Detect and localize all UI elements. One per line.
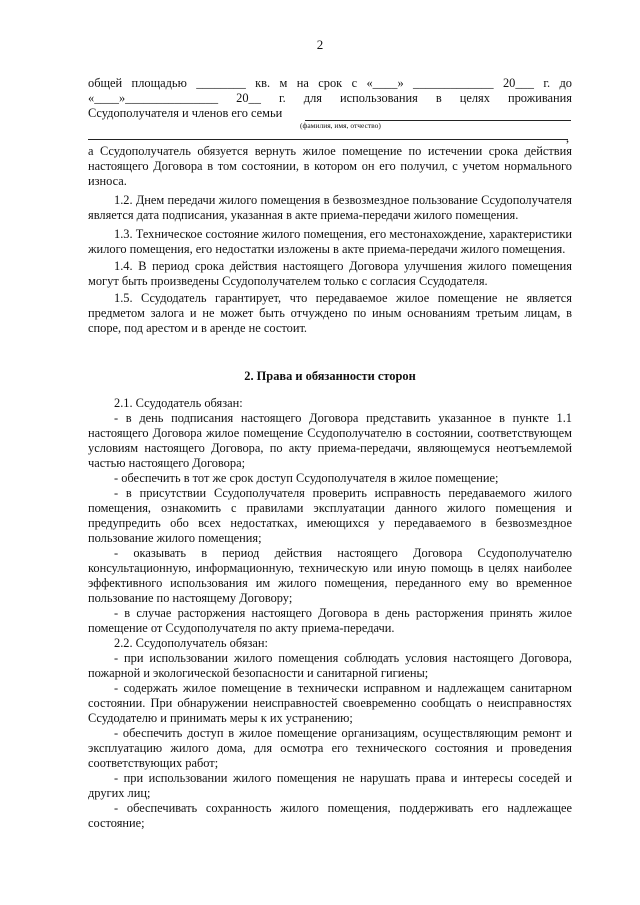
clause-1-3: 1.3. Техническое состояние жилого помещения, его местонахождение, характеристики жилого помещения, его недостатки изложены в акте приема-передачи жилого помещения. [88,227,572,256]
clause-2-1-item-2: - обеспечить в тот же срок доступ Ссудополучателя в жилое помещение; [114,471,499,485]
section-2-heading: 2. Права и обязанности сторон [244,369,416,383]
clause-2-1-item-3: - в присутствии Ссудополучателя проверить исправность передаваемого жилого помещения, ознакомить с правилами эксплуатации данного жилого помещения и предупредить обо всех недостатках, имеющихся у передаваемого в безвозмездное пользование жилого помещения; [88,486,572,545]
clause-2-1: 2.1. Ссудодатель обязан: [114,396,243,410]
clause-2-2-item-2: - содержать жилое помещение в технически исправном и надлежащем санитарном состоянии. При обнаружении неисправностей своевременно сообщать о неисправностях Ссудодателю и принимать меры к их устранению; [88,681,572,725]
comma-mark: , [566,131,570,145]
clause-1-5: 1.5. Ссудодатель гарантирует, что передаваемое жилое помещение не является предметом залога и не может быть отчуждено по иным основаниям третьим лицам, в споре, под арестом и в аренде не состоит. [88,291,572,335]
clause-1-2: 1.2. Днем передачи жилого помещения в безвозмездное пользование Ссудополучателя является дата подписания, указанная в акте приема-передачи жилого помещения. [88,193,572,222]
contract-line-term-end: «____»_______________ 20__ г. для использования в целях проживания [88,91,572,105]
clauses-section-1 [88,144,572,336]
clause-2-2-item-1: - при использовании жилого помещения соблюдать условия настоящего Договора, пожарной и экологической безопасности и санитарной гигиены; [88,651,572,680]
clause-2-1-item-5: - в случае расторжения настоящего Договора в день расторжения принять жилое помещение от Ссудополучателя по акту приема-передачи. [88,606,572,635]
clause-2-2-item-4: - при использовании жилого помещения не нарушать права и интересы соседей и других лиц; [88,771,572,800]
clause-1-4: 1.4. В период срока действия настоящего Договора улучшения жилого помещения могут быть произведены Ссудополучателем только с согласия Ссудодателя. [88,259,572,288]
clauses-section-2 [88,396,572,831]
clause-2-2-item-5: - обеспечивать сохранность жилого помещения, поддерживать его надлежащее состояние; [88,801,572,830]
clause-1-1-end: а Ссудополучатель обязуется вернуть жилое помещение по истечении срока действия настоящего Договора в том состоянии, в котором он его получил, с учетом нормального износа. [88,144,572,188]
name-fill-line-2 [88,139,568,140]
page-number: 2 [316,37,324,52]
clause-2-1-item-4: - оказывать в период действия настоящего Договора Ссудополучателю консультационную, информационную, техническую или иную помощь в целях наиболее эффективного использования им жилого помещения, переданного ему во временное пользование по настоящему Договору; [88,546,572,605]
contract-line-occupants: Ссудополучателя и членов его семьи [88,106,283,120]
clause-2-2: 2.2. Ссудополучатель обязан: [114,636,269,650]
clause-2-2-item-3: - обеспечить доступ в жилое помещение организациям, осуществляющим ремонт и эксплуатацию жилого дома, для осмотра его технического состояния и проведения соответствующих работ; [88,726,572,770]
name-caption: (фамилия, имя, отчество) [300,121,381,130]
contract-line-area-term: общей площадью ________ кв. м на срок с «____» _____________ 20___ г. до [88,76,572,90]
clause-2-1-item-1: - в день подписания настоящего Договора представить указанное в пункте 1.1 настоящего Договора жилое помещение Ссудополучателю в состоянии, соответствующем условиям настоящего Договора, по акту приема-передачи, являющемуся неотъемлемой частью настоящего Договора; [88,411,572,470]
